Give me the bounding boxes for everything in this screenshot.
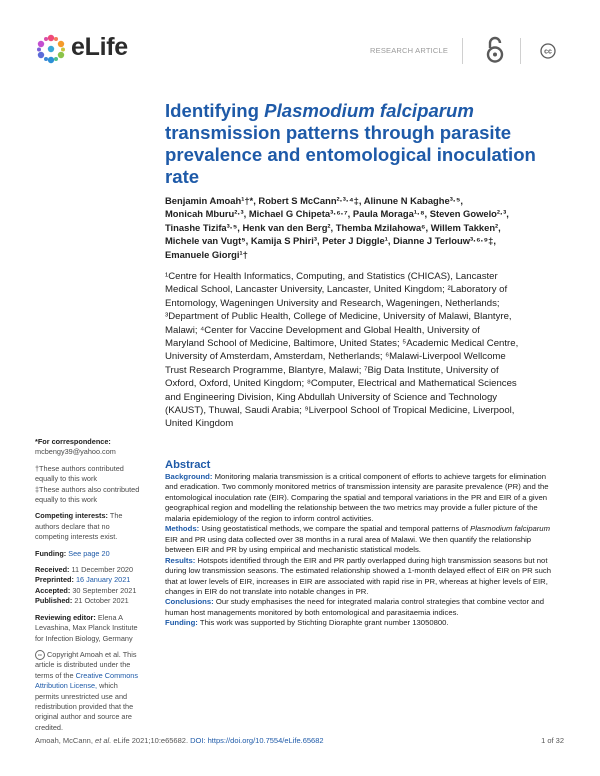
accepted-date: 30 September 2021 <box>72 585 137 595</box>
preprinted-label: Preprinted: <box>35 575 74 585</box>
methods-text: Using geostatistical methods, we compare the spatial and temporal patterns of <box>201 524 471 534</box>
creative-commons-icon <box>540 43 556 59</box>
affiliation-line: Maryland School of Medicine, Baltimore, United States; ⁵Academic Medical Centre, <box>165 338 519 350</box>
doi-link[interactable]: https://doi.org/10.7554/eLife.65682 <box>205 736 324 745</box>
abstract-funding-text: This work was supported by Stichting Dioraphte grant number 13050800. <box>199 618 449 628</box>
affiliation-line: ¹Centre for Health Informatics, Computing, and Statistics (CHICAS), Lancaster <box>165 271 498 282</box>
copyright-text: terms of the <box>35 670 74 680</box>
reviewing-editor-text: Levashina, Max Planck Institute <box>35 623 138 633</box>
copyright-text: original author and source are <box>35 712 132 722</box>
methods-label: Methods: <box>165 524 200 534</box>
equal-contribution-note: equally to this work <box>35 474 98 484</box>
correspondence-label: *For correspondence: <box>35 437 111 446</box>
affiliations <box>165 270 555 431</box>
author-line: Emanuele Giorgi¹† <box>165 248 248 260</box>
elife-logo-icon[interactable] <box>34 32 68 66</box>
affiliation-line: Malawi; ⁴Center for Vaccine Development and Global Health, University of <box>165 324 480 336</box>
competing-interests-text: The <box>109 511 123 521</box>
affiliation-line: (KAUST), Thuwal, Saudi Arabia; ⁹Liverpool School of Tropical Medicine, Liverpool, <box>165 405 515 417</box>
open-access-icon <box>484 36 506 64</box>
conclusions-text: Our study emphasises the need for integrated malaria control strategies that combine vector and human host managements monitored by both entomological and parasitaemia indices. <box>165 597 545 617</box>
affiliation-line: and Engineering Division, King Abdullah University of Science and Technology <box>165 391 498 403</box>
equal-contribution-note: †These authors contributed <box>35 463 124 473</box>
copyright-text: article is distributed under the <box>35 660 131 670</box>
author-line: Monicah Mburu²·³, Michael G Chipeta³·⁶·⁷, Paula Moraga¹·⁸, Steven Gowelo²·³, <box>165 208 509 220</box>
preprinted-date-link[interactable]: 16 January 2021 <box>75 575 131 585</box>
page-number: 1 of 32 <box>541 736 564 745</box>
reviewing-editor-text: Elena A <box>97 612 124 622</box>
funding-label: Funding: <box>35 548 67 558</box>
author-line: Tinashe Tizifa³·⁵, Henk van den Berg², Themba Mzilahowa⁶, Willem Takken², <box>165 221 501 233</box>
abstract-funding <box>165 618 560 628</box>
affiliation-line: University of Amsterdam, Amsterdam, Netherlands; ⁶Malawi-Liverpool Wellcome <box>165 351 506 363</box>
article-type-label: RESEARCH ARTICLE <box>370 46 449 55</box>
copyright-text: redistribution provided that the <box>35 701 134 711</box>
copyright-text: permits unrestricted use and <box>35 691 128 701</box>
article-title: Identifying Plasmodium falciparum transmission patterns through parasite prevalence and entomological inoculation rate <box>165 100 536 187</box>
elife-logo-text[interactable]: eLife <box>71 33 128 61</box>
doi-label: DOI: <box>190 736 206 745</box>
published-date: 21 October 2021 <box>74 596 129 606</box>
author-line: Michele van Vugt⁵, Kamija S Phiri³, Peter J Diggle¹, Dianne J Terlouw³·⁶·⁹‡, <box>165 235 496 247</box>
results-text: Hotspots identified through the EIR and PR partly overlapped during high transmission seasons but not during low transmission seasons. The estimated relationship showed a 1-month delayed effect of EIR on PR such that at lower levels of EIR, increases in EIR are associated with rapid rise in PR, whereas at higher levels of EIR, changes in EIR do not translate into notable changes in PR. <box>165 555 552 596</box>
affiliation-line: ³Department of Public Health, College of Medicine, University of Malawi, Blantyre, <box>165 311 512 323</box>
header-divider <box>462 38 463 64</box>
background-text: Monitoring malaria transmission is a critical component of efforts to achieve targets for elimination and eradication. Two commonly monitored metrics of transmission intensity are parasite prevalence (PR) and the entomological inoculation rate (EIR). Comparing the spatial and temporal variations in the PR and EIR of a given geographical region and modelling the relationship between the two metrics may provide a fuller picture of the malaria epidemiology of the region to inform control activities. <box>165 472 549 523</box>
correspondence-email[interactable]: mcbengy39@yahoo.com <box>35 447 116 457</box>
footer-citation: Amoah, McCann, et al. eLife 2021;10:e65682. DOI: https://doi.org/10.7554/eLife.65682 <box>35 736 324 745</box>
header-divider <box>520 38 521 64</box>
author-list <box>165 194 550 261</box>
abstract-methods <box>165 524 560 555</box>
accepted-label: Accepted: <box>35 585 71 595</box>
published-label: Published: <box>35 596 73 606</box>
affiliation-line: United Kingdom <box>165 418 234 430</box>
copyright-text: credited. <box>35 722 63 732</box>
received-date: 11 December 2020 <box>71 565 134 575</box>
copyright-text: which <box>99 681 118 691</box>
competing-interests-text: competing interests exist. <box>35 532 118 542</box>
abstract-background <box>165 472 560 524</box>
competing-interests-text: authors declare that no <box>35 521 110 531</box>
reviewing-editor-text: for Infection Biology, Germany <box>35 633 133 643</box>
methods-text: EIR and PR using data collected over 38 months in a rural area of Malawi. We then quantify the relationship between EIR and PR by using empirical and mechanistic statistical models. <box>165 534 532 555</box>
abstract-results <box>165 556 560 598</box>
article-info-sidebar <box>35 437 155 733</box>
copyright-text: Copyright Amoah et al. This <box>47 649 137 659</box>
reviewing-editor-label: Reviewing editor: <box>35 612 96 622</box>
abstract-conclusions <box>165 597 560 618</box>
methods-italic: Plasmodium falciparum <box>470 524 550 534</box>
abstract-body <box>165 472 560 629</box>
affiliation-line: Trust Research Programme, Blantyre, Malawi; ⁷Big Data Institute, University of <box>165 364 499 376</box>
equal-contribution-note-2: equally to this work <box>35 495 98 505</box>
affiliation-line: Entomology, Wageningen University and Research, Wageningen, Netherlands; <box>165 297 500 309</box>
equal-contribution-note-2: ‡These authors also contributed <box>35 484 140 494</box>
results-label: Results: <box>165 555 196 565</box>
affiliation-line: Medical School, Lancaster University, Lancaster, United Kingdom; ²Laboratory of <box>165 284 508 296</box>
copyright-cc-icon: cc <box>35 650 45 660</box>
background-label: Background: <box>165 472 213 481</box>
abstract-funding-label: Funding: <box>165 618 198 628</box>
conclusions-label: Conclusions: <box>165 597 214 607</box>
competing-interests-label: Competing interests: <box>35 511 108 521</box>
license-link[interactable]: Attribution License, <box>35 681 98 691</box>
author-line: Benjamin Amoah¹†*, Robert S McCann²·³·⁴‡, Alinune N Kabaghe³·⁵, <box>165 195 463 206</box>
affiliation-line: Oxford, Oxford, United Kingdom; ⁸Computer, Electrical and Mathematical Sciences <box>165 378 517 390</box>
funding-link[interactable]: See page 20 <box>68 548 110 558</box>
abstract-heading: Abstract <box>165 459 211 471</box>
license-link[interactable]: Creative Commons <box>75 670 139 680</box>
cc-icon-text: cc <box>544 48 552 56</box>
received-label: Received: <box>35 565 70 575</box>
